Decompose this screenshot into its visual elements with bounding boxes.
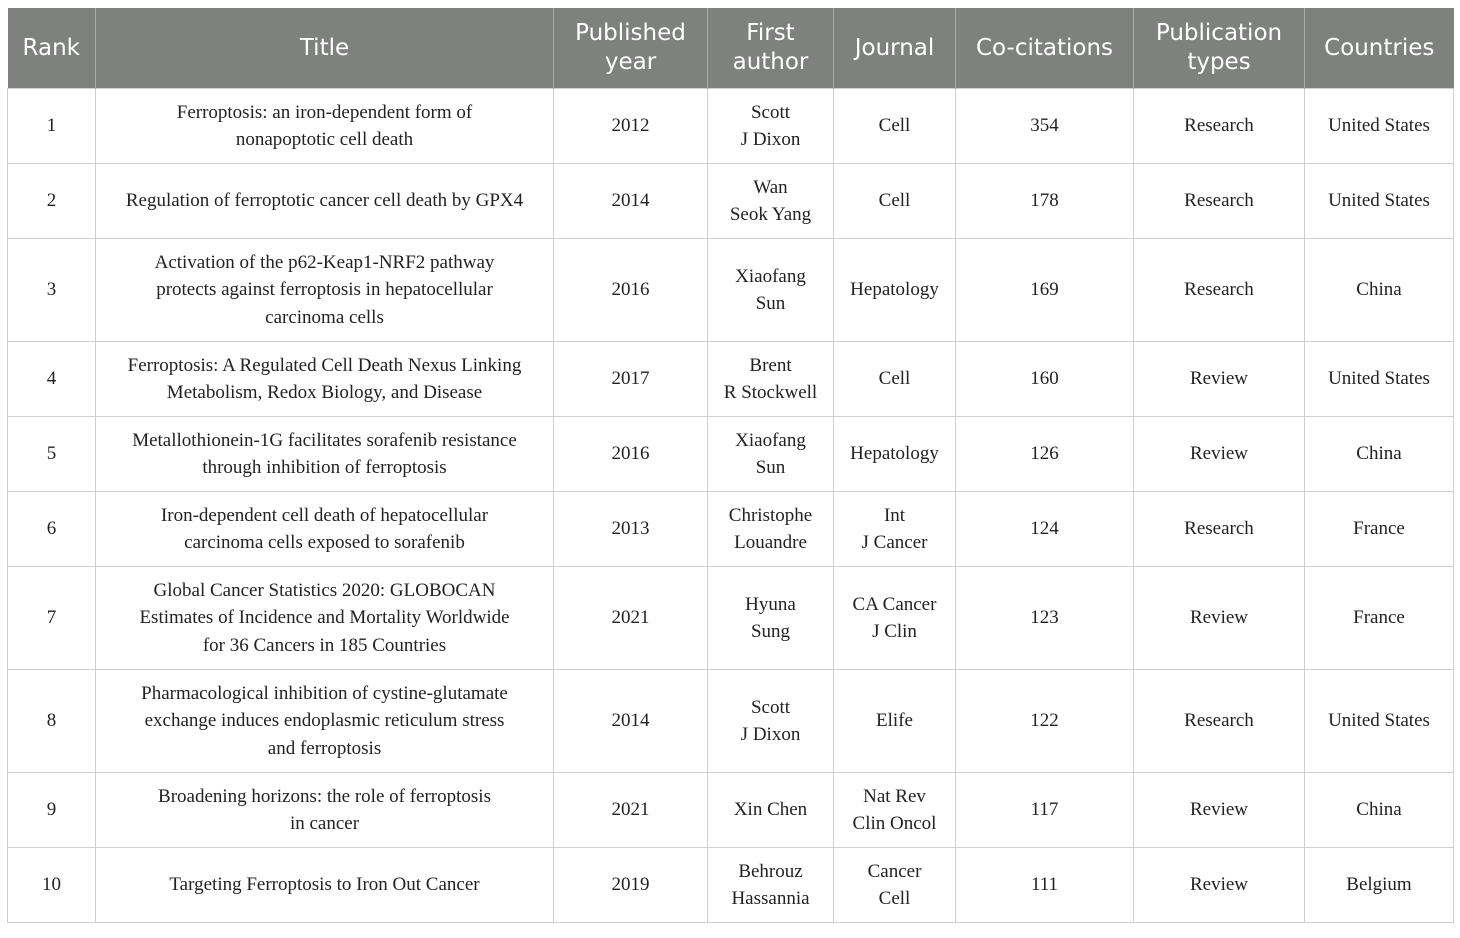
cell-country: United States — [1305, 342, 1454, 417]
cell-rank: 3 — [8, 239, 96, 342]
cell-cocitations: 123 — [956, 567, 1134, 670]
cell-country: United States — [1305, 164, 1454, 239]
cell-country: China — [1305, 239, 1454, 342]
cell-rank: 9 — [8, 773, 96, 848]
cell-country: China — [1305, 773, 1454, 848]
cell-country: Belgium — [1305, 848, 1454, 923]
table-row — [8, 848, 1454, 923]
cell-country: France — [1305, 492, 1454, 567]
table-row — [8, 342, 1454, 417]
cell-type: Research — [1134, 239, 1305, 342]
cell-cocitations: 169 — [956, 239, 1134, 342]
cell-year: 2013 — [554, 492, 708, 567]
cell-country: United States — [1305, 670, 1454, 773]
header-rank: Rank — [8, 8, 96, 89]
cell-year: 2016 — [554, 417, 708, 492]
table-row — [8, 239, 1454, 342]
cell-rank: 8 — [8, 670, 96, 773]
cell-journal: Hepatology — [834, 417, 956, 492]
cell-title: Pharmacological inhibition of cystine-glutamate exchange induces endoplasmic reticulum stress and ferroptosis — [96, 670, 554, 773]
cell-type: Review — [1134, 848, 1305, 923]
cell-journal: Cell — [834, 342, 956, 417]
cell-journal: Hepatology — [834, 239, 956, 342]
header-row — [8, 8, 1454, 89]
cell-type: Review — [1134, 567, 1305, 670]
cell-journal: Cancer Cell — [834, 848, 956, 923]
cell-type: Research — [1134, 164, 1305, 239]
cell-journal: Cell — [834, 164, 956, 239]
cell-year: 2017 — [554, 342, 708, 417]
cell-rank: 1 — [8, 89, 96, 164]
cell-year: 2014 — [554, 164, 708, 239]
table-row — [8, 773, 1454, 848]
cell-year: 2021 — [554, 773, 708, 848]
table-row — [8, 164, 1454, 239]
cell-journal: Int J Cancer — [834, 492, 956, 567]
cell-country: China — [1305, 417, 1454, 492]
cell-journal: CA Cancer J Clin — [834, 567, 956, 670]
cell-type: Research — [1134, 670, 1305, 773]
cell-type: Research — [1134, 89, 1305, 164]
cell-cocitations: 124 — [956, 492, 1134, 567]
cell-year: 2016 — [554, 239, 708, 342]
cell-type: Research — [1134, 492, 1305, 567]
cell-author: Behrouz Hassannia — [708, 848, 834, 923]
cell-author: Brent R Stockwell — [708, 342, 834, 417]
cell-type: Review — [1134, 342, 1305, 417]
cell-title: Iron-dependent cell death of hepatocellular carcinoma cells exposed to sorafenib — [96, 492, 554, 567]
cell-title: Broadening horizons: the role of ferroptosis in cancer — [96, 773, 554, 848]
cell-title: Metallothionein-1G facilitates sorafenib resistance through inhibition of ferroptosis — [96, 417, 554, 492]
header-title: Title — [96, 8, 554, 89]
table-row — [8, 417, 1454, 492]
cell-author: Hyuna Sung — [708, 567, 834, 670]
cell-cocitations: 354 — [956, 89, 1134, 164]
cell-country: United States — [1305, 89, 1454, 164]
cell-cocitations: 117 — [956, 773, 1134, 848]
cell-type: Review — [1134, 417, 1305, 492]
cell-year: 2021 — [554, 567, 708, 670]
table-row — [8, 567, 1454, 670]
cell-author: Wan Seok Yang — [708, 164, 834, 239]
table-row — [8, 89, 1454, 164]
cell-year: 2014 — [554, 670, 708, 773]
cell-rank: 5 — [8, 417, 96, 492]
cell-rank: 2 — [8, 164, 96, 239]
cocitation-table — [7, 8, 1454, 923]
cell-country: France — [1305, 567, 1454, 670]
header-co-citations: Co-citations — [956, 8, 1134, 89]
cell-title: Ferroptosis: an iron-dependent form of nonapoptotic cell death — [96, 89, 554, 164]
cell-rank: 6 — [8, 492, 96, 567]
header-countries: Countries — [1305, 8, 1454, 89]
cell-author: Scott J Dixon — [708, 89, 834, 164]
table-row — [8, 670, 1454, 773]
header-journal: Journal — [834, 8, 956, 89]
cell-journal: Elife — [834, 670, 956, 773]
cell-author: Xiaofang Sun — [708, 239, 834, 342]
header-first-author: First author — [708, 8, 834, 89]
cell-year: 2012 — [554, 89, 708, 164]
cell-rank: 10 — [8, 848, 96, 923]
cell-type: Review — [1134, 773, 1305, 848]
cell-rank: 4 — [8, 342, 96, 417]
cell-author: Xiaofang Sun — [708, 417, 834, 492]
cell-cocitations: 122 — [956, 670, 1134, 773]
cell-year: 2019 — [554, 848, 708, 923]
cell-title: Ferroptosis: A Regulated Cell Death Nexus Linking Metabolism, Redox Biology, and Disease — [96, 342, 554, 417]
cell-rank: 7 — [8, 567, 96, 670]
table-row — [8, 492, 1454, 567]
cell-cocitations: 160 — [956, 342, 1134, 417]
cell-author: Christophe Louandre — [708, 492, 834, 567]
cell-author: Scott J Dixon — [708, 670, 834, 773]
cell-title: Global Cancer Statistics 2020: GLOBOCAN Estimates of Incidence and Mortality Worldwide for 36 Cancers in 185 Countries — [96, 567, 554, 670]
cell-cocitations: 126 — [956, 417, 1134, 492]
cell-author: Xin Chen — [708, 773, 834, 848]
cell-cocitations: 111 — [956, 848, 1134, 923]
cell-title: Regulation of ferroptotic cancer cell death by GPX4 — [96, 164, 554, 239]
cell-journal: Cell — [834, 89, 956, 164]
cell-title: Activation of the p62-Keap1-NRF2 pathway protects against ferroptosis in hepatocellular carcinoma cells — [96, 239, 554, 342]
header-publication-types: Publication types — [1134, 8, 1305, 89]
header-published-year: Published year — [554, 8, 708, 89]
cell-journal: Nat Rev Clin Oncol — [834, 773, 956, 848]
cell-cocitations: 178 — [956, 164, 1134, 239]
cell-title: Targeting Ferroptosis to Iron Out Cancer — [96, 848, 554, 923]
